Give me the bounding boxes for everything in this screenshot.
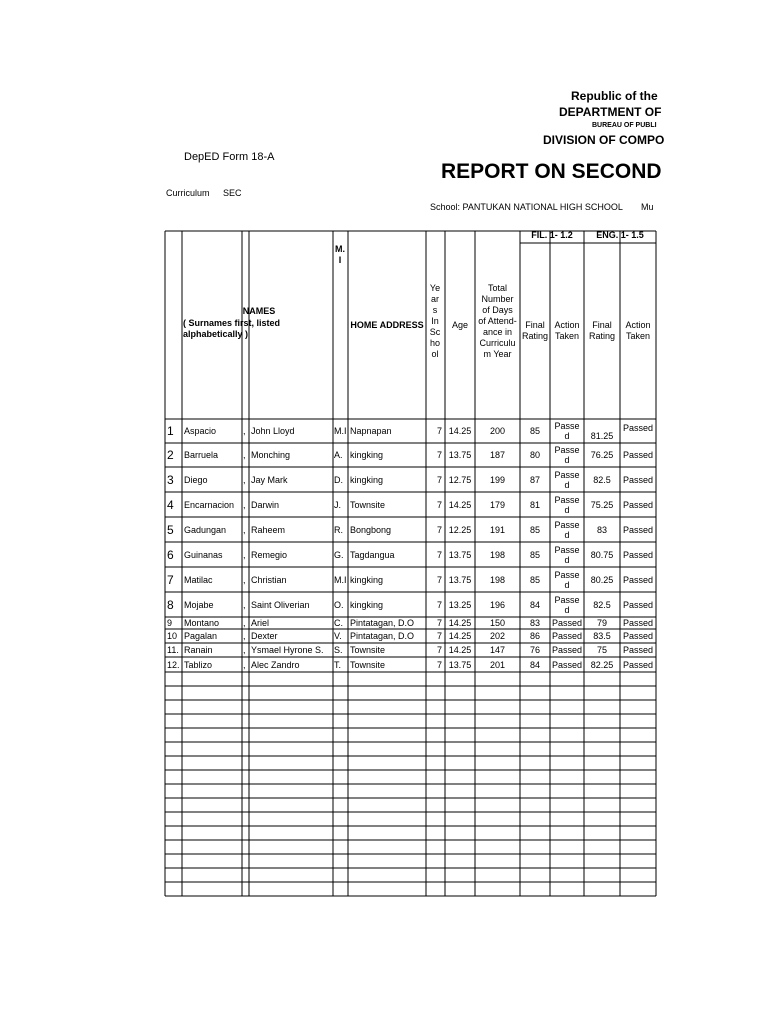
- age-cell: 14.25: [448, 645, 472, 655]
- years-cell: 7: [436, 549, 442, 560]
- fil-action-taken-header: Action Taken: [554, 320, 580, 341]
- fil-header: FIL. 1- 1.2: [531, 230, 573, 240]
- surname-cell: Montano: [184, 618, 220, 628]
- fil-rating-cell: 80: [529, 450, 540, 460]
- mi-cell: J.: [334, 499, 342, 510]
- eng-rating-cell: 80.75: [590, 549, 614, 560]
- fil-rating-cell: 87: [529, 474, 540, 485]
- fil-final-rating-header: Final Rating: [521, 320, 548, 341]
- eng-action-taken-header: Action Taken: [625, 320, 651, 341]
- days-cell: 147: [489, 645, 506, 655]
- eng-action-cell: Passed: [622, 423, 654, 433]
- address-cell: Tagdangua: [350, 549, 395, 560]
- first-name-cell: John Lloyd: [251, 426, 295, 436]
- report-title: REPORT ON SECOND: [441, 160, 662, 183]
- mi-cell: O.: [334, 599, 344, 610]
- fil-action-cell: Passe d: [554, 519, 580, 540]
- row-number: 1: [167, 424, 174, 438]
- fil-rating-cell: 81: [529, 499, 540, 510]
- address-cell: kingking: [350, 574, 384, 585]
- address-cell: Townsite: [350, 645, 386, 655]
- days-cell: 198: [489, 549, 506, 560]
- mi-cell: G.: [334, 549, 344, 560]
- surname-cell: Barruela: [184, 450, 219, 460]
- days-cell: 179: [489, 499, 506, 510]
- comma-separator: ,: [243, 645, 246, 655]
- fil-action-cell: Passe d: [554, 421, 580, 441]
- mi-header: M. I: [335, 244, 345, 265]
- eng-action-cell: Passed: [622, 618, 654, 628]
- row-number: 12.: [167, 659, 180, 670]
- mi-cell: M.I: [334, 574, 347, 585]
- eng-final-rating-header: Final Rating: [588, 320, 615, 341]
- address-cell: Townsite: [350, 659, 386, 670]
- surname-cell: Tablizo: [184, 659, 213, 670]
- years-in-school-header: Ye ar s In Sc ho ol: [429, 283, 441, 359]
- row-number: 6: [167, 547, 174, 562]
- address-cell: Bongbong: [350, 524, 392, 535]
- mi-cell: D.: [334, 474, 343, 485]
- municipality-label: Mu: [641, 202, 654, 212]
- address-cell: Townsite: [350, 499, 386, 510]
- surname-cell: Aspacio: [184, 426, 217, 436]
- first-name-cell: Jay Mark: [251, 474, 288, 485]
- first-name-cell: Darwin: [251, 499, 280, 510]
- days-cell: 200: [489, 426, 506, 436]
- eng-rating-cell: 83.5: [593, 631, 611, 641]
- first-name-cell: Ariel: [251, 618, 270, 628]
- comma-separator: ,: [243, 549, 246, 560]
- eng-rating-cell: 79: [596, 618, 607, 628]
- days-cell: 198: [489, 574, 506, 585]
- address-cell: Pintatagan, D.O: [350, 618, 415, 628]
- years-cell: 7: [436, 659, 442, 670]
- age-cell: 13.75: [448, 549, 472, 560]
- years-cell: 7: [436, 499, 442, 510]
- names-header: NAMES: [242, 306, 276, 316]
- row-number: 4: [167, 497, 174, 512]
- years-cell: 7: [436, 645, 442, 655]
- school-name: School: PANTUKAN NATIONAL HIGH SCHOOL: [430, 202, 623, 212]
- age-cell: 14.25: [448, 618, 472, 628]
- eng-action-cell: Passed: [622, 599, 654, 610]
- comma-separator: ,: [243, 450, 246, 460]
- eng-action-cell: Passed: [622, 474, 654, 485]
- first-name-cell: Remegio: [251, 549, 288, 560]
- row-number: 3: [167, 472, 174, 487]
- first-name-cell: Dexter: [251, 631, 278, 641]
- eng-action-cell: Passed: [622, 549, 654, 560]
- eng-rating-cell: 76.25: [590, 450, 614, 460]
- eng-action-cell: Passed: [622, 645, 654, 655]
- years-cell: 7: [436, 474, 442, 485]
- years-cell: 7: [436, 599, 442, 610]
- names-subheader: ( Surnames first, listed alphabetically ): [183, 318, 281, 339]
- eng-rating-cell: 75.25: [590, 499, 614, 510]
- mi-cell: V.: [334, 631, 342, 641]
- mi-cell: M.I: [334, 426, 347, 436]
- years-cell: 7: [436, 618, 442, 628]
- fil-rating-cell: 85: [529, 549, 540, 560]
- comma-separator: ,: [243, 426, 246, 436]
- eng-action-cell: Passed: [622, 450, 654, 460]
- fil-action-cell: Passed: [551, 618, 583, 628]
- row-number: 5: [167, 522, 174, 537]
- fil-action-cell: Passed: [551, 645, 583, 655]
- header-bureau: BUREAU OF PUBLI: [592, 122, 657, 129]
- age-cell: 13.75: [448, 659, 472, 670]
- fil-action-cell: Passe d: [554, 469, 580, 490]
- years-cell: 7: [436, 631, 442, 641]
- eng-rating-cell: 82.5: [593, 599, 611, 610]
- row-number: 7: [167, 572, 174, 587]
- days-attendance-header: Total Number of Days of Attend- ance in Curriculu m Year: [478, 283, 517, 359]
- eng-action-cell: Passed: [622, 659, 654, 670]
- fil-rating-cell: 85: [529, 524, 540, 535]
- age-cell: 14.25: [448, 499, 472, 510]
- age-cell: 14.25: [448, 631, 472, 641]
- fil-rating-cell: 83: [529, 618, 540, 628]
- eng-rating-cell: 82.5: [593, 474, 611, 485]
- eng-rating-cell: 75: [596, 645, 607, 655]
- age-cell: 13.75: [448, 574, 472, 585]
- row-number: 2: [167, 448, 174, 462]
- days-cell: 202: [489, 631, 506, 641]
- eng-action-cell: Passed: [622, 574, 654, 585]
- header-department: DEPARTMENT OF: [559, 105, 662, 119]
- years-cell: 7: [436, 450, 442, 460]
- surname-cell: Diego: [184, 474, 208, 485]
- eng-action-cell: Passed: [622, 631, 654, 641]
- header-republic: Republic of the: [571, 89, 658, 103]
- age-header: Age: [451, 320, 468, 330]
- address-cell: Pintatagan, D.O: [350, 631, 415, 641]
- header-division: DIVISION OF COMPO: [543, 133, 665, 147]
- eng-rating-cell: 83: [596, 524, 607, 535]
- comma-separator: ,: [243, 618, 246, 628]
- first-name-cell: Alec Zandro: [251, 659, 300, 670]
- surname-cell: Mojabe: [184, 599, 214, 610]
- curriculum-value: SEC: [223, 188, 242, 198]
- days-cell: 187: [489, 450, 506, 460]
- years-cell: 7: [436, 524, 442, 535]
- eng-header: ENG. 1- 1.5: [596, 230, 644, 240]
- address-cell: kingking: [350, 599, 384, 610]
- eng-rating-cell: 80.25: [590, 574, 614, 585]
- surname-cell: Guinanas: [184, 549, 223, 560]
- mi-cell: A.: [334, 450, 343, 460]
- days-cell: 191: [489, 524, 506, 535]
- fil-action-cell: Passe d: [554, 445, 580, 465]
- age-cell: 12.75: [448, 474, 472, 485]
- eng-rating-cell: 81.25: [590, 431, 614, 441]
- eng-rating-cell: 82.25: [590, 659, 614, 670]
- first-name-cell: Christian: [251, 574, 287, 585]
- comma-separator: ,: [243, 574, 246, 585]
- fil-rating-cell: 84: [529, 599, 540, 610]
- days-cell: 196: [489, 599, 506, 610]
- eng-action-cell: Passed: [622, 499, 654, 510]
- fil-action-cell: Passe d: [554, 594, 580, 615]
- age-cell: 14.25: [448, 426, 472, 436]
- fil-rating-cell: 85: [529, 426, 540, 436]
- first-name-cell: Monching: [251, 450, 291, 460]
- row-number: 9: [167, 618, 173, 628]
- surname-cell: Matilac: [184, 574, 213, 585]
- row-number: 11.: [167, 645, 179, 655]
- home-address-header: HOME ADDRESS: [350, 320, 424, 330]
- days-cell: 201: [489, 659, 506, 670]
- first-name-cell: Ysmael Hyrone S.: [251, 645, 324, 655]
- fil-action-cell: Passed: [551, 659, 583, 670]
- comma-separator: ,: [243, 599, 246, 610]
- fil-rating-cell: 86: [529, 631, 540, 641]
- curriculum-label: Curriculum: [166, 188, 210, 198]
- fil-rating-cell: 84: [529, 659, 540, 670]
- age-cell: 13.25: [448, 599, 472, 610]
- fil-action-cell: Passed: [551, 631, 583, 641]
- years-cell: 7: [436, 574, 442, 585]
- age-cell: 12.25: [448, 524, 472, 535]
- surname-cell: Encarnacion: [184, 499, 235, 510]
- comma-separator: ,: [243, 474, 246, 485]
- comma-separator: ,: [243, 631, 246, 641]
- address-cell: kingking: [350, 474, 384, 485]
- mi-cell: T.: [334, 659, 342, 670]
- first-name-cell: Saint Oliverian: [251, 599, 310, 610]
- age-cell: 13.75: [448, 450, 472, 460]
- fil-action-cell: Passe d: [554, 544, 580, 565]
- address-cell: kingking: [350, 450, 384, 460]
- surname-cell: Gadungan: [184, 524, 227, 535]
- fil-rating-cell: 85: [529, 574, 540, 585]
- form-number: DepED Form 18-A: [184, 151, 275, 163]
- first-name-cell: Raheem: [251, 524, 286, 535]
- surname-cell: Ranain: [184, 645, 213, 655]
- fil-rating-cell: 76: [529, 645, 540, 655]
- comma-separator: ,: [243, 659, 246, 670]
- address-cell: Napnapan: [350, 426, 392, 436]
- days-cell: 150: [489, 618, 506, 628]
- comma-separator: ,: [243, 499, 246, 510]
- mi-cell: C.: [334, 618, 343, 628]
- eng-action-cell: Passed: [622, 524, 654, 535]
- comma-separator: ,: [243, 524, 246, 535]
- days-cell: 199: [489, 474, 506, 485]
- years-cell: 7: [436, 426, 442, 436]
- fil-action-cell: Passe d: [554, 569, 580, 590]
- mi-cell: S.: [334, 645, 343, 655]
- row-number: 10: [167, 631, 178, 641]
- mi-cell: R.: [334, 524, 343, 535]
- fil-action-cell: Passe d: [554, 494, 580, 515]
- row-number: 8: [167, 597, 174, 612]
- surname-cell: Pagalan: [184, 631, 218, 641]
